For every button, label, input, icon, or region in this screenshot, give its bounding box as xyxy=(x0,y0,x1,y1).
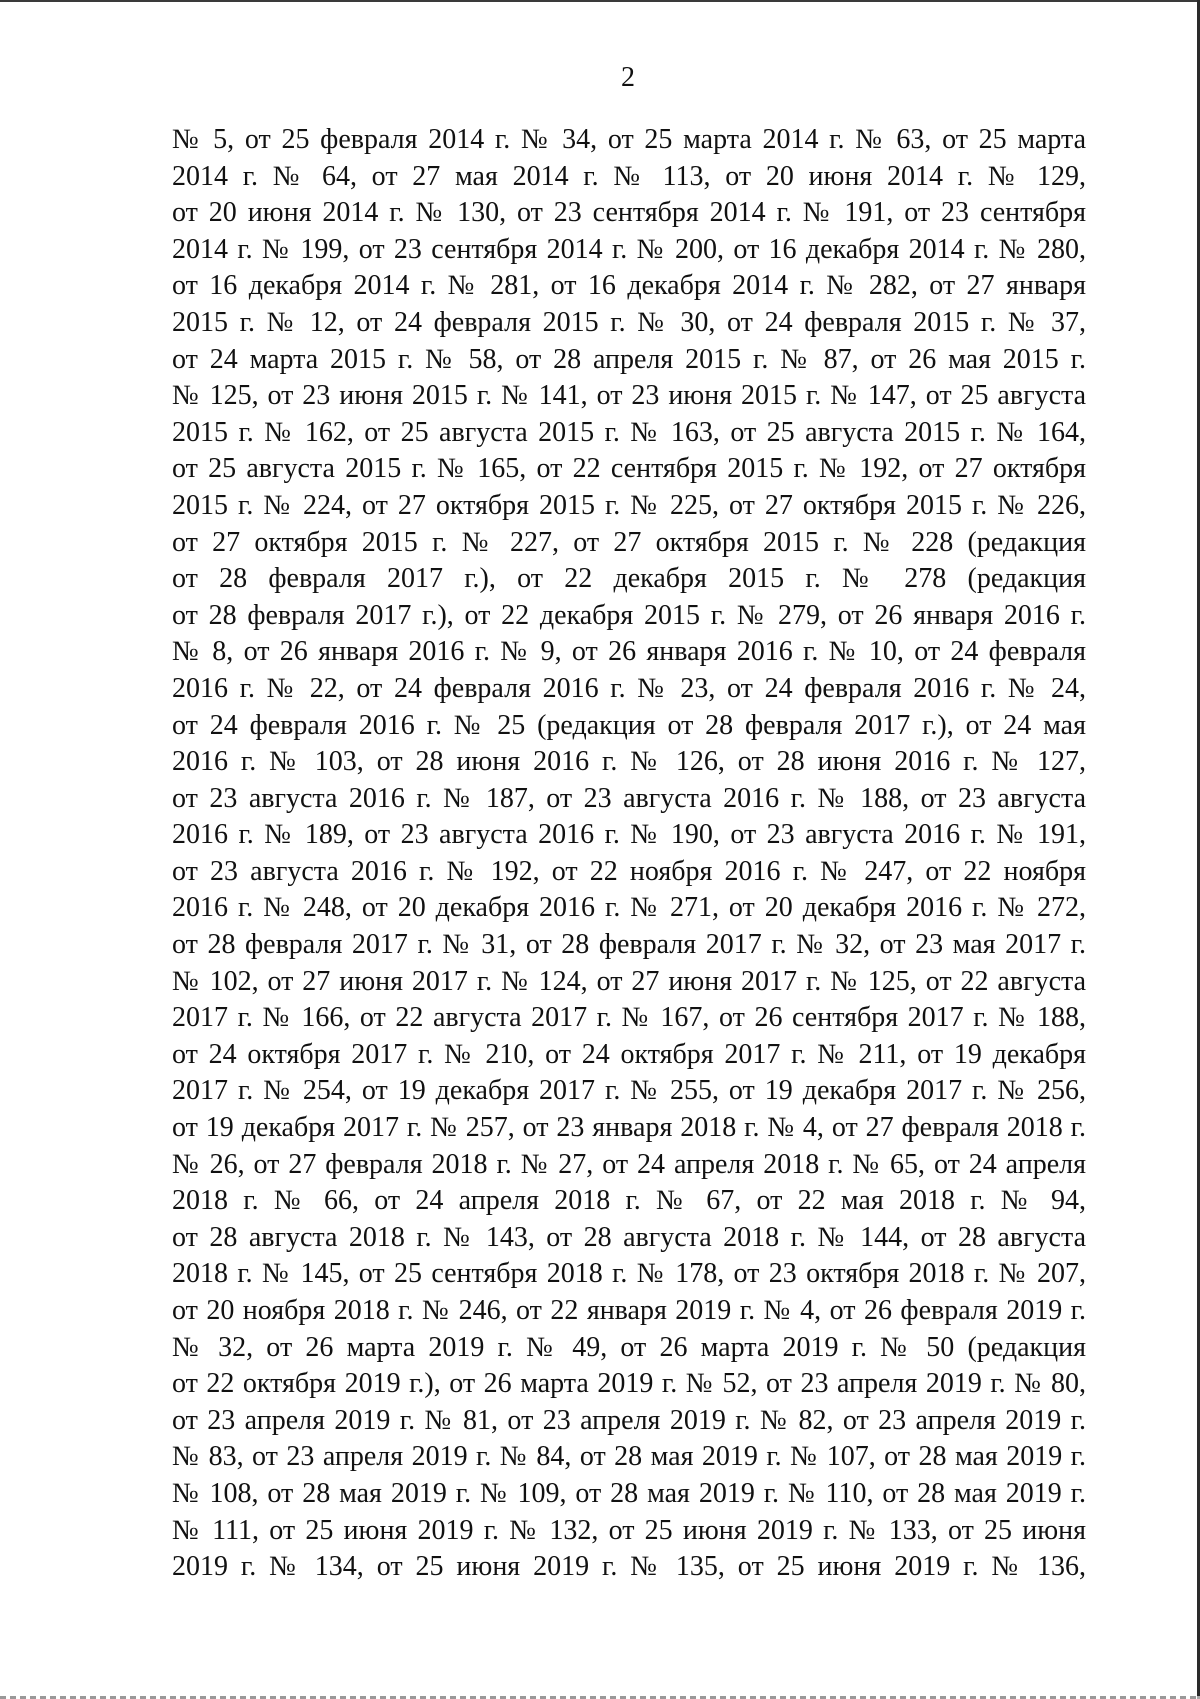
text-line: 2015 г. № 12, от 24 февраля 2015 г. № 30, от 24 февраля 2015 г. № 37, xyxy=(172,306,1086,338)
text-line: от 24 февраля 2016 г. № 25 (редакция от 28 февраля 2017 г.), от 24 мая xyxy=(172,709,1086,741)
text-line: № 32, от 26 марта 2019 г. № 49, от 26 марта 2019 г. № 50 (редакция xyxy=(172,1331,1086,1363)
text-line: № 8, от 26 января 2016 г. № 9, от 26 января 2016 г. № 10, от 24 февраля xyxy=(172,636,1086,668)
scan-edge-top xyxy=(0,0,1200,2)
text-line: 2015 г. № 162, от 25 августа 2015 г. № 163, от 25 августа 2015 г. № 164, xyxy=(172,416,1086,448)
text-line: № 125, от 23 июня 2015 г. № 141, от 23 июня 2015 г. № 147, от 25 августа xyxy=(172,380,1086,412)
text-line: от 23 августа 2016 г. № 192, от 22 ноября 2016 г. № 247, от 22 ноября xyxy=(172,855,1086,887)
text-line: от 28 февраля 2017 г. № 31, от 28 февраля 2017 г. № 32, от 23 мая 2017 г. xyxy=(172,929,1086,961)
text-line: № 5, от 25 февраля 2014 г. № 34, от 25 марта 2014 г. № 63, от 25 марта xyxy=(172,124,1086,155)
text-line: 2014 г. № 199, от 23 сентября 2014 г. № 200, от 16 декабря 2014 г. № 280, xyxy=(172,233,1086,265)
text-line: от 28 февраля 2017 г.), от 22 декабря 2015 г. № 278 (редакция xyxy=(172,563,1086,595)
text-line: 2014 г. № 64, от 27 мая 2014 г. № 113, от 20 июня 2014 г. № 129, xyxy=(172,160,1086,192)
text-line: 2016 г. № 248, от 20 декабря 2016 г. № 271, от 20 декабря 2016 г. № 272, xyxy=(172,892,1086,924)
text-line: от 25 августа 2015 г. № 165, от 22 сентября 2015 г. № 192, от 27 октября xyxy=(172,453,1086,485)
text-line: 2016 г. № 189, от 23 августа 2016 г. № 190, от 23 августа 2016 г. № 191, xyxy=(172,819,1086,851)
text-line: от 24 октября 2017 г. № 210, от 24 октября 2017 г. № 211, от 19 декабря xyxy=(172,1038,1086,1070)
text-line: от 27 октября 2015 г. № 227, от 27 октября 2015 г. № 228 (редакция xyxy=(172,526,1086,558)
document-body xyxy=(172,122,1086,1586)
text-line: № 111, от 25 июня 2019 г. № 132, от 25 июня 2019 г. № 133, от 25 июня xyxy=(172,1514,1086,1546)
page-number: 2 xyxy=(621,62,635,93)
text-line: от 19 декабря 2017 г. № 257, от 23 января 2018 г. № 4, от 27 февраля 2018 г. xyxy=(172,1112,1086,1144)
text-line: 2018 г. № 145, от 25 сентября 2018 г. № 178, от 23 октября 2018 г. № 207, xyxy=(172,1258,1086,1290)
text-line: 2019 г. № 134, от 25 июня 2019 г. № 135, от 25 июня 2019 г. № 136, xyxy=(172,1551,1086,1583)
text-line: № 108, от 28 мая 2019 г. № 109, от 28 мая 2019 г. № 110, от 28 мая 2019 г. xyxy=(172,1477,1086,1509)
text-line: от 28 августа 2018 г. № 143, от 28 августа 2018 г. № 144, от 28 августа xyxy=(172,1221,1086,1253)
text-line: 2017 г. № 166, от 22 августа 2017 г. № 167, от 26 сентября 2017 г. № 188, xyxy=(172,1002,1086,1034)
text-line: от 23 августа 2016 г. № 187, от 23 августа 2016 г. № 188, от 23 августа xyxy=(172,782,1086,814)
text-line: от 28 февраля 2017 г.), от 22 декабря 2015 г. № 279, от 26 января 2016 г. xyxy=(172,599,1086,631)
text-line: от 22 октября 2019 г.), от 26 марта 2019 г. № 52, от 23 апреля 2019 г. № 80, xyxy=(172,1368,1086,1400)
text-line: 2016 г. № 103, от 28 июня 2016 г. № 126, от 28 июня 2016 г. № 127, xyxy=(172,746,1086,778)
text-line: 2015 г. № 224, от 27 октября 2015 г. № 225, от 27 октября 2015 г. № 226, xyxy=(172,489,1086,521)
text-line: 2016 г. № 22, от 24 февраля 2016 г. № 23, от 24 февраля 2016 г. № 24, xyxy=(172,672,1086,704)
text-line: 2018 г. № 66, от 24 апреля 2018 г. № 67, от 22 мая 2018 г. № 94, xyxy=(172,1185,1086,1217)
text-line: от 24 марта 2015 г. № 58, от 28 апреля 2015 г. № 87, от 26 мая 2015 г. xyxy=(172,343,1086,375)
text-line: от 20 ноября 2018 г. № 246, от 22 января 2019 г. № 4, от 26 февраля 2019 г. xyxy=(172,1295,1086,1326)
text-line: № 102, от 27 июня 2017 г. № 124, от 27 июня 2017 г. № 125, от 22 августа xyxy=(172,965,1086,997)
text-line: от 23 апреля 2019 г. № 81, от 23 апреля 2019 г. № 82, от 23 апреля 2019 г. xyxy=(172,1404,1086,1436)
text-line: от 16 декабря 2014 г. № 281, от 16 декабря 2014 г. № 282, от 27 января xyxy=(172,270,1086,302)
text-line: 2017 г. № 254, от 19 декабря 2017 г. № 255, от 19 декабря 2017 г. № 256, xyxy=(172,1075,1086,1107)
text-line: № 26, от 27 февраля 2018 г. № 27, от 24 апреля 2018 г. № 65, от 24 апреля xyxy=(172,1148,1086,1180)
text-line: № 83, от 23 апреля 2019 г. № 84, от 28 мая 2019 г. № 107, от 28 мая 2019 г. xyxy=(172,1441,1086,1473)
text-line: от 20 июня 2014 г. № 130, от 23 сентября 2014 г. № 191, от 23 сентября xyxy=(172,197,1086,229)
